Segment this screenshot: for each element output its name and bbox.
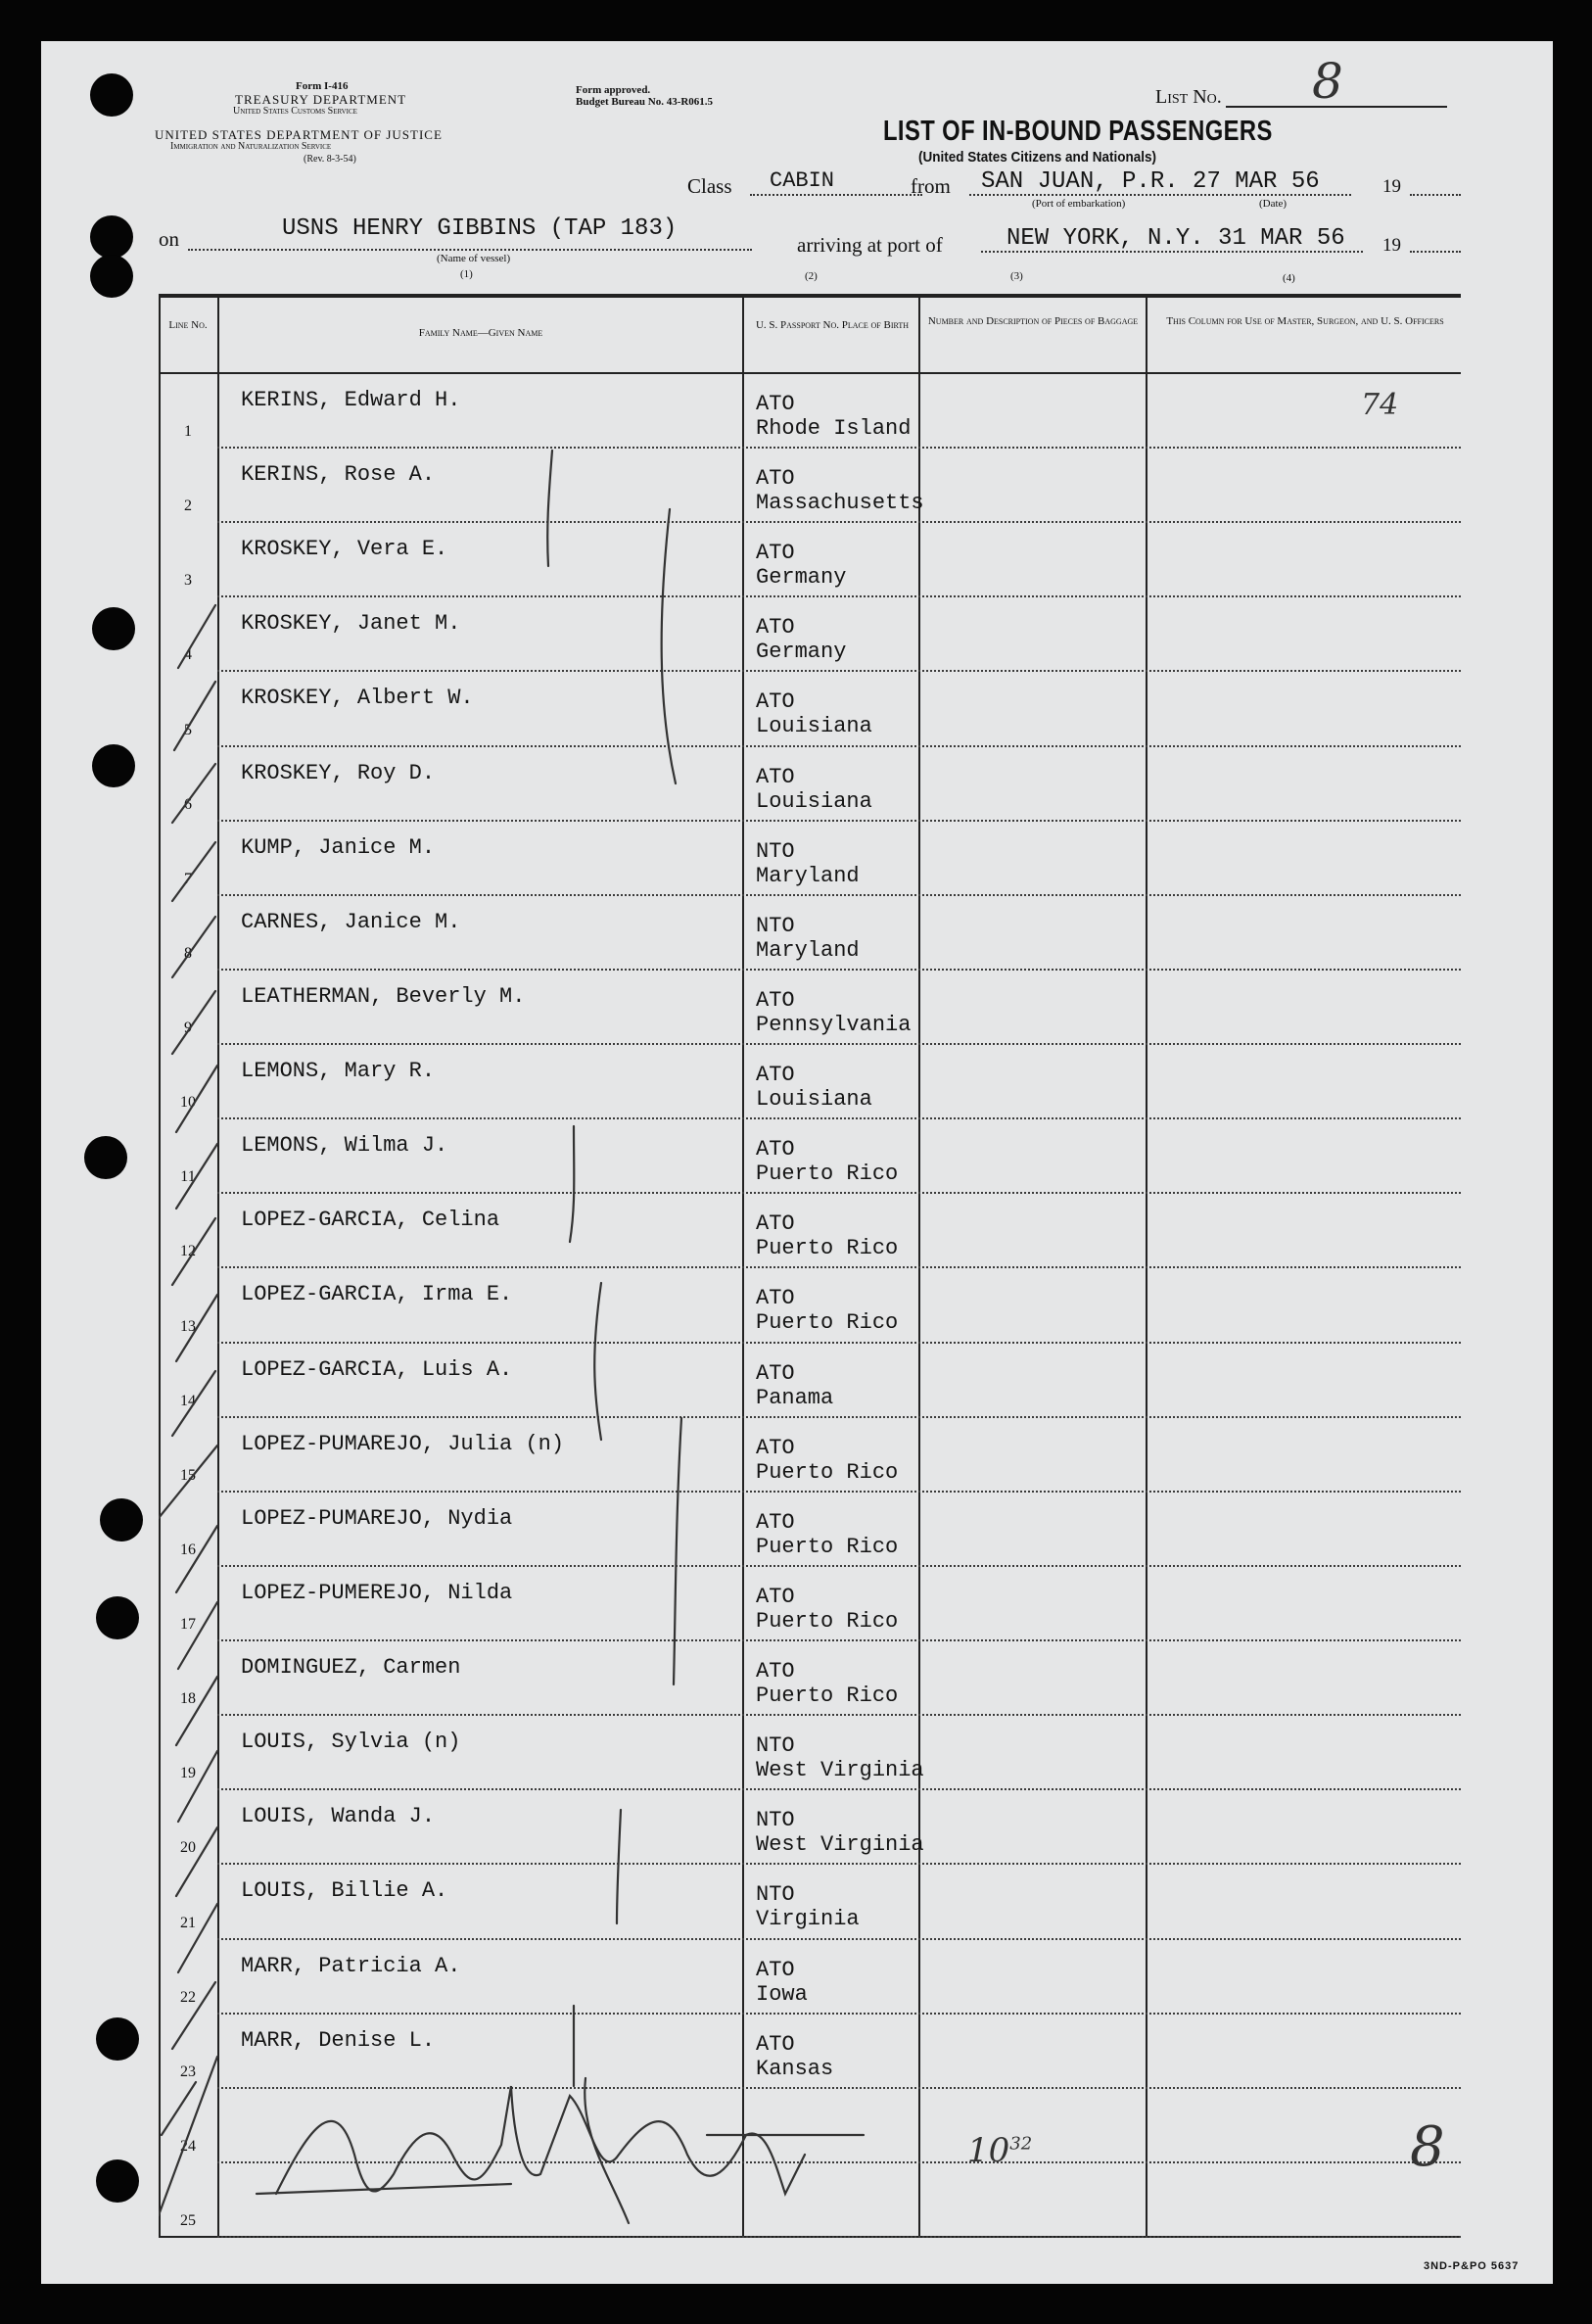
- treasury-label: TREASURY DEPARTMENT: [235, 92, 407, 107]
- passenger-name: LEMONS, Wilma J.: [241, 1133, 448, 1159]
- customs-label: United States Customs Service: [233, 106, 357, 117]
- line-number: 19: [180, 1765, 196, 1782]
- punch-hole: [90, 255, 133, 298]
- line-number: 17: [180, 1616, 196, 1634]
- class-value: CABIN: [770, 168, 835, 193]
- passport-code: ATO: [756, 1435, 795, 1460]
- on-label: on: [159, 227, 179, 251]
- punch-hole: [90, 73, 133, 117]
- place-of-birth: Pennsylvania: [756, 1012, 912, 1037]
- vessel-caption: (Name of vessel): [437, 253, 511, 264]
- line-number: 10: [180, 1094, 196, 1112]
- passenger-name: KUMP, Janice M.: [241, 834, 436, 860]
- place-of-birth: Louisiana: [756, 714, 872, 739]
- footer-code: 3ND-P&PO 5637: [1424, 2260, 1520, 2272]
- line-number: 4: [184, 646, 192, 664]
- punch-hole: [100, 1498, 143, 1541]
- passenger-name: LOPEZ-PUMAREJO, Julia (n): [241, 1431, 565, 1456]
- passport-code: ATO: [756, 1137, 795, 1162]
- place-of-birth: Iowa: [756, 1981, 808, 2007]
- place-of-birth: Panama: [756, 1385, 834, 1410]
- passenger-name: KERINS, Edward H.: [241, 388, 461, 412]
- place-of-birth: West Virginia: [756, 1758, 924, 1783]
- line-number: 2: [184, 498, 192, 515]
- line-number: 11: [180, 1168, 196, 1186]
- date-caption: (Date): [1259, 198, 1288, 210]
- line-number: 5: [184, 721, 192, 738]
- line-number: 22: [180, 1988, 196, 2006]
- year-suffix: 19: [1382, 176, 1401, 197]
- col-num-2: (2): [805, 270, 818, 282]
- punch-hole: [96, 2159, 139, 2203]
- place-of-birth: Louisiana: [756, 1087, 872, 1113]
- passport-code: ATO: [756, 1509, 795, 1535]
- revision-label: (Rev. 8-3-54): [304, 154, 356, 165]
- line-number: 12: [180, 1243, 196, 1260]
- place-of-birth: Puerto Rico: [756, 1684, 899, 1709]
- punch-hole: [96, 2017, 139, 2061]
- form-approved: Form approved.: [576, 84, 651, 96]
- punch-hole: [96, 1596, 139, 1639]
- header-line-no: Line No.: [168, 319, 208, 331]
- page-title: LIST OF IN-BOUND PASSENGERS: [883, 116, 1273, 147]
- port-embark-caption: (Port of embarkation): [1032, 198, 1126, 210]
- list-no-value: 8: [1312, 53, 1343, 110]
- passport-code: ATO: [756, 987, 795, 1013]
- passport-code: ATO: [756, 764, 795, 789]
- from-value: SAN JUAN, P.R. 27 MAR 56: [981, 168, 1320, 195]
- year-line-2: [1410, 251, 1461, 253]
- passenger-name: LOUIS, Wanda J.: [241, 1804, 436, 1829]
- form-number: Form I-416: [296, 80, 349, 92]
- line-number: 25: [180, 2211, 196, 2229]
- passport-code: ATO: [756, 689, 795, 715]
- passenger-name: LOPEZ-GARCIA, Celina: [241, 1208, 500, 1233]
- passport-code: ATO: [756, 541, 795, 566]
- passport-code: ATO: [756, 1360, 795, 1386]
- passenger-name: CARNES, Janice M.: [241, 909, 461, 934]
- year-line: [1410, 194, 1461, 196]
- justice-label: UNITED STATES DEPARTMENT OF JUSTICE: [155, 127, 443, 142]
- place-of-birth: Puerto Rico: [756, 1608, 899, 1634]
- line-number: 16: [180, 1541, 196, 1558]
- place-of-birth: Germany: [756, 565, 847, 591]
- passenger-name: MARR, Denise L.: [241, 2027, 436, 2053]
- passenger-name: LOPEZ-PUMEREJO, Nilda: [241, 1580, 513, 1605]
- punch-hole: [92, 607, 135, 650]
- passport-code: NTO: [756, 913, 795, 938]
- line-number: 1: [184, 423, 192, 441]
- passenger-name: MARR, Patricia A.: [241, 1953, 461, 1978]
- passenger-name: KROSKEY, Roy D.: [241, 760, 436, 785]
- line-number: 23: [180, 2063, 196, 2080]
- place-of-birth: Puerto Rico: [756, 1236, 899, 1261]
- handwritten-count: $10^{32}$: [967, 2131, 1033, 2170]
- line-number: 3: [184, 572, 192, 590]
- line-number: 8: [184, 944, 192, 962]
- place-of-birth: Puerto Rico: [756, 1459, 899, 1485]
- line-number: 9: [184, 1020, 192, 1037]
- from-label: from: [911, 174, 951, 198]
- passenger-name: LEMONS, Mary R.: [241, 1059, 436, 1084]
- passenger-name: KROSKEY, Janet M.: [241, 611, 461, 637]
- place-of-birth: Louisiana: [756, 788, 872, 814]
- header-name: Family Name—Given Name: [418, 327, 543, 339]
- line-number: 21: [180, 1914, 196, 1931]
- header-officers: This Column for Use of Master, Surgeon, and U. S. Officers: [1166, 315, 1444, 327]
- passport-code: NTO: [756, 838, 795, 864]
- line-number: 18: [180, 1690, 196, 1708]
- passenger-name: DOMINGUEZ, Carmen: [241, 1655, 461, 1681]
- arrival-line: [981, 251, 1363, 253]
- place-of-birth: Puerto Rico: [756, 1162, 899, 1187]
- class-line: [750, 194, 922, 196]
- line-number: 6: [184, 795, 192, 813]
- place-of-birth: Kansas: [756, 2056, 834, 2081]
- passport-code: ATO: [756, 1286, 795, 1311]
- passport-code: ATO: [756, 466, 795, 492]
- place-of-birth: Virginia: [756, 1907, 860, 1932]
- list-no-label: List No.: [1155, 86, 1222, 108]
- col-num-1: (1): [460, 268, 473, 280]
- line-number: 7: [184, 870, 192, 887]
- passport-code: ATO: [756, 2031, 795, 2057]
- page-subtitle: (United States Citizens and Nationals): [918, 149, 1157, 166]
- year-suffix-2: 19: [1382, 235, 1401, 256]
- passport-code: NTO: [756, 1808, 795, 1833]
- passenger-name: LOPEZ-GARCIA, Irma E.: [241, 1282, 513, 1307]
- col-num-4: (4): [1283, 272, 1295, 284]
- budget-bureau: Budget Bureau No. 43-R061.5: [576, 96, 714, 108]
- from-line: [969, 194, 1351, 196]
- passport-code: ATO: [756, 1957, 795, 1982]
- passenger-name: LOPEZ-PUMAREJO, Nydia: [241, 1505, 513, 1531]
- vessel-line: [188, 249, 752, 251]
- passenger-name: KROSKEY, Vera E.: [241, 537, 448, 562]
- passenger-name: LOPEZ-GARCIA, Luis A.: [241, 1356, 513, 1382]
- passport-code: ATO: [756, 615, 795, 640]
- passenger-name: KROSKEY, Albert W.: [241, 686, 474, 711]
- line-number: 24: [180, 2137, 196, 2155]
- passenger-name: LEATHERMAN, Beverly M.: [241, 983, 526, 1009]
- ins-label: Immigration and Naturalization Service: [170, 141, 332, 152]
- passenger-name: KERINS, Rose A.: [241, 462, 436, 488]
- punch-hole: [84, 1136, 127, 1179]
- vessel-value: USNS HENRY GIBBINS (TAP 183): [282, 215, 678, 242]
- place-of-birth: West Virginia: [756, 1832, 924, 1858]
- passport-code: ATO: [756, 1659, 795, 1684]
- place-of-birth: Maryland: [756, 937, 860, 963]
- arriving-label: arriving at port of: [797, 233, 943, 257]
- handwritten-marks: [159, 294, 1461, 2238]
- header-passport: U. S. Passport No. Place of Birth: [755, 319, 910, 331]
- passport-code: NTO: [756, 1882, 795, 1908]
- header-baggage: Number and Description of Pieces of Baggage: [927, 315, 1139, 327]
- line-number: 20: [180, 1839, 196, 1857]
- arrival-value: NEW YORK, N.Y. 31 MAR 56: [1007, 225, 1345, 252]
- place-of-birth: Massachusetts: [756, 491, 924, 516]
- place-of-birth: Puerto Rico: [756, 1534, 899, 1559]
- passport-code: ATO: [756, 1211, 795, 1237]
- handwritten-total: 8: [1410, 2115, 1445, 2179]
- line-number: 15: [180, 1466, 196, 1484]
- passenger-name: LOUIS, Billie A.: [241, 1878, 448, 1904]
- punch-hole: [90, 215, 133, 259]
- place-of-birth: Rhode Island: [756, 416, 912, 441]
- passport-code: ATO: [756, 1063, 795, 1088]
- place-of-birth: Puerto Rico: [756, 1310, 899, 1336]
- passport-code: NTO: [756, 1733, 795, 1759]
- passport-code: ATO: [756, 1584, 795, 1609]
- line-number: 13: [180, 1317, 196, 1335]
- document-page: [41, 41, 1553, 2284]
- officer-note: 74: [1361, 388, 1399, 422]
- place-of-birth: Maryland: [756, 863, 860, 888]
- punch-hole: [92, 744, 135, 787]
- passport-code: ATO: [756, 392, 795, 416]
- class-label: Class: [687, 174, 732, 198]
- place-of-birth: Germany: [756, 640, 847, 665]
- passenger-name: LOUIS, Sylvia (n): [241, 1730, 461, 1755]
- line-number: 14: [180, 1392, 196, 1409]
- col-num-3: (3): [1010, 270, 1023, 282]
- passenger-table: [159, 294, 1461, 2238]
